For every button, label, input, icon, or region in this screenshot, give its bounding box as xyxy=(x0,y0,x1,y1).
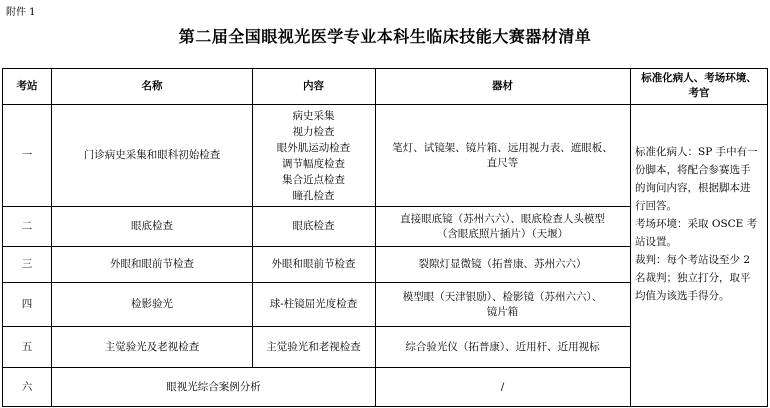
note-line: 考场环境：采取 OSCE 考 xyxy=(635,218,758,230)
note-line: 份脚本，将配合参赛选手 xyxy=(635,164,751,176)
equipment-line: 笔灯、试镜架、镜片箱、远用视力表、遮眼板、 xyxy=(392,141,613,154)
header-name: 名称 xyxy=(141,79,163,92)
row1-name: 门诊病史采集和眼科初始检查 xyxy=(83,149,221,161)
row3-equipment: 裂隙灯显微镜（拓普康、苏州六六） xyxy=(418,258,587,270)
content-item: 瞳孔检查 xyxy=(292,189,335,202)
row1-equipment xyxy=(375,105,630,206)
row3-content: 外眼和眼前节检查 xyxy=(271,258,356,270)
equipment-line: 镜片箱 xyxy=(486,305,519,318)
equipment-line: 模型眼（天津银励）、检影镜（苏州六六）、 xyxy=(402,290,603,303)
header-station: 考站 xyxy=(16,79,38,92)
note-line: 站设置。 xyxy=(635,236,677,248)
note-line: 裁判：每个考站设至少 2 xyxy=(635,254,751,266)
header-standard xyxy=(630,68,768,104)
content-item: 集合近点检查 xyxy=(282,173,345,186)
note-line: 均值为该选手得分。 xyxy=(635,290,730,302)
row3-name: 外眼和眼前节检查 xyxy=(110,258,194,270)
row6-equipment: / xyxy=(500,381,505,393)
row2-content: 眼底检查 xyxy=(292,220,335,232)
row4-name: 检影验光 xyxy=(131,298,173,310)
equipment-table xyxy=(2,68,768,407)
annex-label: 附件 1 xyxy=(6,7,36,18)
row6-name-merged: 眼视光综合案例分析 xyxy=(166,381,261,393)
note-line: 的询问内容，根据脚本进 xyxy=(635,182,751,194)
row4-content: 球-柱镜屈光度检查 xyxy=(269,298,358,310)
row1-content xyxy=(252,105,375,206)
row2-equipment xyxy=(375,207,630,246)
content-item: 视力检查 xyxy=(292,125,335,138)
note-line: 名裁判；独立打分，取平 xyxy=(635,272,751,284)
content-item: 病史采集 xyxy=(292,109,335,122)
equipment-line: 直接眼底镜（苏州六六）、眼底检查人头模型 xyxy=(400,212,605,225)
row2-name: 眼底检查 xyxy=(131,220,173,232)
row5-equipment: 综合验光仪（拓普康）、近用杆、近用视标 xyxy=(405,340,600,353)
content-item: 调节幅度检查 xyxy=(282,157,345,170)
row6-station: 六 xyxy=(21,381,33,393)
note-line: 行回答。 xyxy=(635,200,677,212)
row4-equipment xyxy=(375,283,630,326)
row4-station: 四 xyxy=(21,298,33,310)
header-equipment: 器材 xyxy=(492,79,513,92)
row5-content: 主觉验光和老视检查 xyxy=(266,340,361,353)
standard-note xyxy=(630,143,768,305)
content-item: 眼外肌运动检查 xyxy=(276,141,351,154)
document-title: 第二届全国眼视光医学专业本科生临床技能大赛器材清单 xyxy=(178,27,592,46)
row3-station: 三 xyxy=(21,258,33,270)
row5-station: 五 xyxy=(21,340,33,353)
equipment-line: （含眼底照片插片）（天堰） xyxy=(436,227,569,240)
note-line: 标准化病人：SP 手中有一 xyxy=(635,146,758,158)
row2-station: 二 xyxy=(21,220,33,232)
header-standard-line: 考官 xyxy=(688,87,710,99)
row1-station: 一 xyxy=(21,149,33,161)
header-standard-line: 标准化病人、考场环境、 xyxy=(641,72,757,84)
header-content: 内容 xyxy=(303,79,324,92)
equipment-line: 直尺等 xyxy=(486,156,519,169)
row5-name: 主觉验光及老视检查 xyxy=(104,340,200,353)
